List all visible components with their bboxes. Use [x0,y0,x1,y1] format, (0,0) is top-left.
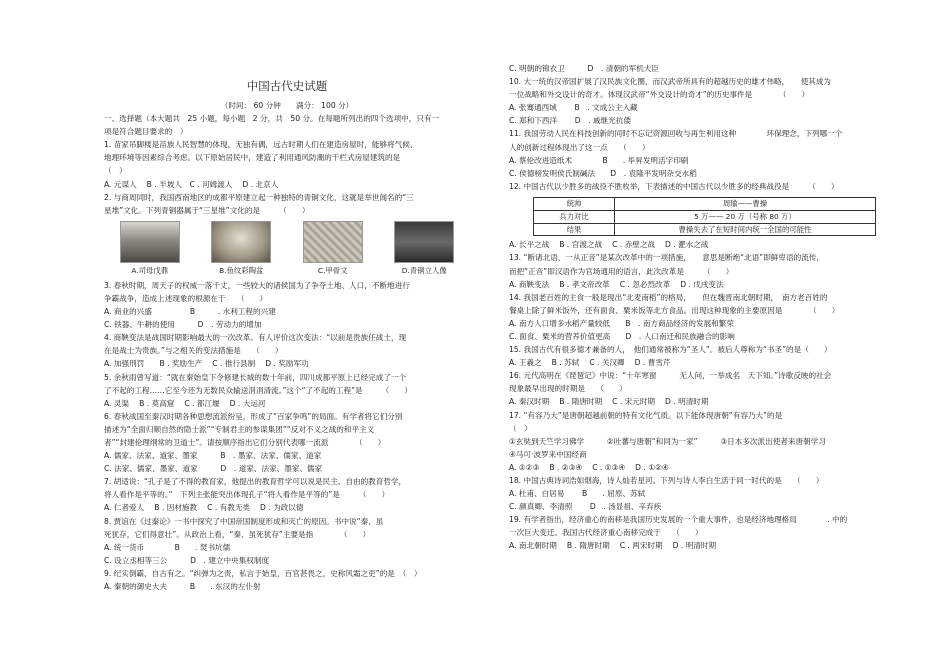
oracle-bone-image [303,221,363,263]
right-column [509,62,889,553]
text-line: 4. 商鞅变法是战国时期影响最大的一次改革。有人评价这次变法：“以前是贵族任战士，现 [104,333,407,343]
figure-caption: A.司母戊鼎 [131,265,169,275]
right-text-block-b [509,238,889,552]
text-line: 了不起的工程……它至今还为无数民众输送涓涓清流。”这个“了不起的工程”是 （ ） [104,385,412,395]
text-line: （ ） [104,166,127,176]
text-line: A. 杜甫、白居易 B . 屈原、苏轼 [509,489,646,499]
text-line: 人的创新过程体现出了这一点 （ ） [509,142,650,152]
text-line: A. 加强刑罚 B . 奖励生产 C . 推行县制 D . 奖励军功 [104,359,309,369]
text-line: 18. 中国古典诗词浩如烟海，诗人灿若星河。下列与诗人李白生活于同一时代的是 （ ） [509,476,824,486]
text-line: ①玄奘到天竺学习佛学 ②吐蕃与唐朝“和同为一家” ③日本多次派出使者来唐朝学习 [509,436,826,446]
battle-table [533,197,876,236]
left-text-block-b [104,279,470,593]
figure-d [389,219,459,279]
text-line: A. ①②③ B . ②③④ C . ①③④ D . ①②④ [509,462,669,472]
text-line: A. 元谋人 B . 半坡人 C . 河姆渡人 D . 北京人 [104,179,279,189]
text-line: 15. 我国古代有很多德才兼备的人， 他们通常被称为“圣人”。被后人尊称为“书圣”的是（ ） [509,345,832,355]
text-line: 地理环境等因素综合考虑。以下原始居民中，建造了利用通风防潮的干栏式房屋建筑的是 [104,153,401,163]
figure-caption: C.甲骨文 [317,265,348,275]
text-line: 星堆”文化。下列青铜器属于“三星堆”文化的是 （ ） [104,205,310,215]
exam-subtitle: （时间： 60 分钟 满分： 100 分） [220,101,354,110]
text-line: （ ） [509,423,532,433]
text-line: 2. 与商周同时，我国西南地区的成都平原建立起一种独特的青铜文化，这就是举世闻名的“三 [104,192,414,202]
text-line: 6. 春秋战国至秦汉时期各种思想流派纷呈，形成了“百家争鸣”的局面。有学者将它们分别 [104,411,403,421]
text-line: A. 南方人口增多水稻产量较低 B . 南方商品经济的发展和繁荣 [509,318,734,328]
question-2-images [104,219,470,279]
figure-b [206,219,276,279]
right-text-block-a [509,62,889,193]
text-line: C. 侯德榜发明侯氏制碱法 D . 袁隆平发明杂交水稻 [509,168,697,178]
text-line: 一位战略和外交设计的奇才。体现汉武帝“外交设计的奇才”的历史事件是 （ ） [509,90,810,100]
left-column [104,78,470,593]
text-line: 将人看作是平等的。” 下列主张能突出体现孔子“将人看作是平等的”是 （ ） [104,490,390,500]
text-line: 而把“正音”即汉语作为官场通用的语言，此次改革是 （ ） [509,266,734,276]
table-cell: 兵力对比 [534,210,615,223]
text-line: C. 郑和下西洋 D . 戚继光抗倭 [509,116,631,126]
text-line: 17. “有容乃大”是唐朝超越前朝的特有文化气质。以下能体现唐朝“有容乃大”的是 [509,410,783,420]
text-line: A. 商鞅变法 B . 孝文帝改革 C . 忽必烈改革 D . 戊戌变法 [509,279,724,289]
text-line: A. 秦汉时期 B . 隋唐时期 C . 宋元时期 D . 明清时期 [509,397,709,407]
pottery-basin-image [211,221,271,263]
text-line: 11. 我国劳动人民在科技创新的同时不忘记资源回收与再生利用这种 环保理念，下列哪一个 [509,129,843,139]
text-line: 5. 余秋雨曾写道：“就在秦始皇下令修建长城的数十年前，四川成都平原上已经完成了一个 [104,372,407,382]
table-cell: 曹操失去了在短时间内统一全国的可能性 [615,223,876,236]
text-line: 餐桌上除了鲜米饭外，还有面食、粟米饭等北方食品。出现这种现象的主要原因是 （ ） [509,305,840,315]
text-line: C. 面食、粟米的营养价值更高 D . 人口南迁和民族融合的影响 [509,331,735,341]
text-line: ④马可·波罗来中国经商 [509,449,587,459]
table-row [534,197,876,210]
text-line: 7. 胡适说：“孔子是了不得的教育家，他提出的教育哲学可以说是民主、自由的教育哲学， [104,477,407,487]
text-line: 项是符合题目要求的 ） [104,127,188,137]
text-line: 10. 大一统的汉帝国扩展了汉民族文化圈，而汉武帝所具有的超越历史的雄才伟略， 使其成为 [509,77,832,87]
text-line: C. 法家、儒家、墨家、道家 D . 道家、法家、墨家、儒家 [104,464,323,474]
figure-caption: B.鱼纹彩陶盆 [219,265,264,275]
text-line: 一次巨大变迁。我国古代经济重心南移完成于 （ ） [509,528,703,538]
figure-caption: D.青铜立人像 [401,265,447,275]
bronze-ding-image [120,221,180,263]
text-line: 19. 有学者指出，经济重心的南移是我国历史发展的一个重大事件，也是经济地理格局 . 中的 [509,515,848,525]
text-line: C. 明朝的锦衣卫 D . 清朝的军机大臣 [509,64,659,73]
text-line: 14. 我国老百姓的主食一般是现出“北麦南稻”的格局， 但在魏晋南北朝时期， 南方老百姓的 [509,292,828,302]
text-line: A. 南北朝时期 B . 隋唐时期 C . 两宋时期 D . 明清时期 [509,541,717,551]
text-line: A. 仁者爱人 B . 因材施教 C . 有教无类 D . 为政以德 [104,503,304,513]
page-title: 中国古代史试题 [246,79,328,93]
table-cell: 周瑜——曹操 [615,197,876,210]
bronze-statue-image [394,221,454,263]
text-line: A. 灵渠 B . 莫高窟 C . 都江堰 D . 大运河 [104,398,266,408]
text-line: A. 王羲之 B . 苏轼 C . 关汉卿 D . 曹雪芹 [509,358,671,368]
text-line: 1. 苗家吊脚楼是苗族人民智慧的体现，无独有偶，远古时期人们在建造房屋时，能够将气候、 [104,140,418,150]
text-line: 描述为“全面归顺自然的隐士派”“专制君主的参谋集团”“反对不义之战的和平主义 [104,424,375,434]
text-line: A. 商业的兴盛 B . 水利工程的兴建 [104,307,276,317]
table-row [534,210,876,223]
table-cell: 5 万—— 20 万（号称 80 万） [615,210,876,223]
text-line: A. 统一货币 B . 焚书坑儒 [104,542,231,552]
table-cell: 统帅 [534,197,615,210]
text-line: 现象最早出现的时期是 （ ） [509,384,627,394]
text-line: 13. “断诸北语，一从正音”是某次改革中的一项措施， 意思是断绝“北语”即鲜卑语的流传， [509,253,824,263]
table-row [534,223,876,236]
text-line: A. 长平之战 B . 官渡之战 C . 赤壁之战 D . 淝水之战 [509,240,709,250]
text-line: 争霸战争，造成上述现象的根源在于 （ ） [104,293,268,303]
text-line: A. 张骞通西域 B . 文成公主入藏 [509,103,638,113]
figure-a [115,219,185,279]
text-line: 8. 贾谊在《过秦论》一书中探究了中国帝国制度形成和灭亡的原因。书中说“秦、虽 [104,516,384,526]
text-line: A. 蔡伦改进造纸术 B . 毕昇发明活字印刷 [509,155,689,165]
text-line: 3. 春秋时期，周天子的权威一落千丈，一些较大的诸侯国为了争夺土地、人口，不断地进行 [104,280,410,290]
text-line: 12. 中国古代以少胜多的战役不胜枚举，下表描述的中国古代以少胜多的经典战役是 （ ） [509,181,839,191]
text-line: 一、选择题（本大题共 25 小题，每小题 2 分，共 50 分。在每题所列出的四个选项中，只有一 [104,114,440,124]
text-line: C. 铁器、牛耕的使用 D . 劳动力的增加 [104,320,262,330]
text-line: 16. 元代高明在《琵琶记》中说：“十年寒窗 无人问，一举成名 天下知。”诗歌反映的社会 [509,371,832,381]
text-line: C. 设立丞相等三公 D . 建立中央集权制度 [104,555,270,565]
left-text-block-a [104,112,470,217]
text-line: C. 颜真卿、李清照 D . 汤显祖、辛弃疾 [509,502,662,512]
figure-c [298,219,368,279]
text-line: 者”“封建伦理纲常的卫道士”。请按顺序指出它们分别代表哪一流派 （ ） [104,437,386,447]
text-line: 死犹存，它们得意壮”。从政治上看，“秦、虽死犹存”主要是指 （ ） [104,529,371,539]
text-line: A. 秦朝的御史大夫 B . 东汉的左仆射 [104,582,261,591]
text-line: A. 儒家、法家、道家、墨家 B . 墨家、法家、儒家、道家 [104,451,322,461]
text-line: 在是战士为贵族。”与之相关的变法措施是 （ ） [104,346,283,356]
table-cell: 结果 [534,223,615,236]
text-line: 9. 纪实倒霸，自古有之。“纠弹为之责，私言于始皇，百官甚畏之，史称风霜之吏”的是 （ ） [104,568,422,578]
